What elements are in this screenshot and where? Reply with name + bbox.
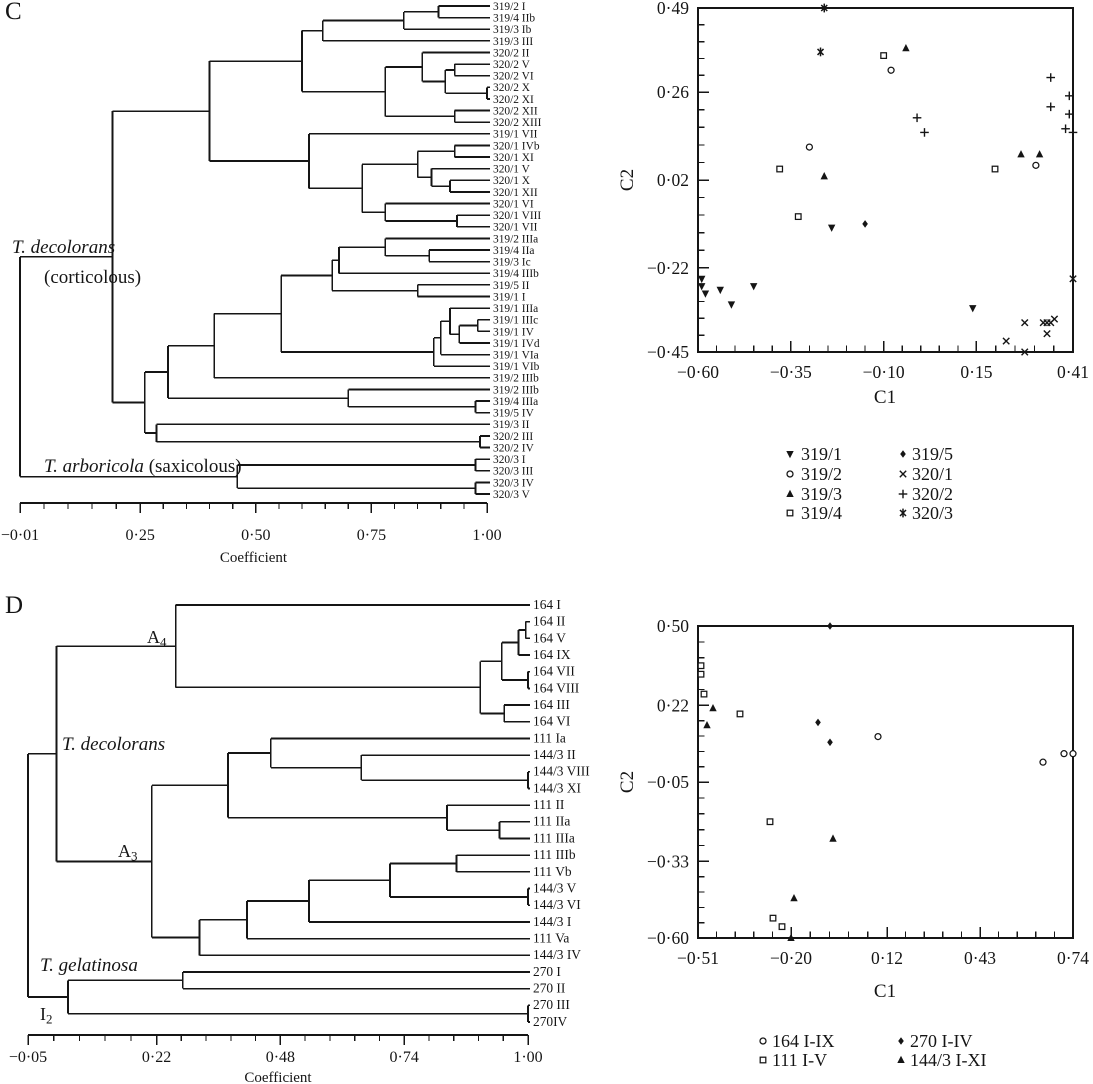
svg-text:320/2 XIII: 320/2 XIII: [493, 117, 542, 130]
svg-text:111 Va: 111 Va: [533, 930, 570, 946]
svg-text:−0·20: −0·20: [770, 948, 812, 968]
dendrogram-annotation: (corticolous): [44, 267, 142, 288]
dendrogram-annotation: T. decolorans: [12, 237, 116, 258]
svg-text:320/1 IVb: 320/1 IVb: [493, 140, 540, 153]
svg-text:320/1 VIII: 320/1 VIII: [493, 210, 542, 223]
svg-text:319/1 IIIa: 319/1 IIIa: [493, 303, 539, 316]
panel-d-label: D: [5, 592, 24, 619]
svg-text:144/3 VIII: 144/3 VIII: [533, 763, 590, 779]
svg-text:320/1 XII: 320/1 XII: [493, 186, 538, 199]
scatter-D: [617, 616, 1089, 1070]
svg-text:320/1 VII: 320/1 VII: [493, 221, 538, 234]
svg-text:320/1 X: 320/1 X: [493, 175, 531, 188]
svg-text:164 IX: 164 IX: [533, 646, 571, 662]
legend-D: [760, 1031, 986, 1070]
svg-text:270IV: 270IV: [533, 1013, 568, 1029]
svg-text:320/1 V: 320/1 V: [493, 163, 530, 176]
svg-text:−0·51: −0·51: [677, 948, 719, 968]
svg-text:164 I-IX: 164 I-IX: [772, 1031, 835, 1051]
svg-text:0·25: 0·25: [125, 527, 155, 544]
svg-text:144/3 XI: 144/3 XI: [533, 780, 581, 796]
svg-text:1·00: 1·00: [472, 527, 502, 544]
svg-text:144/3 IV: 144/3 IV: [533, 947, 581, 963]
svg-text:164 II: 164 II: [533, 613, 566, 629]
svg-text:319/1 VII: 319/1 VII: [493, 128, 538, 141]
svg-text:1·00: 1·00: [513, 1049, 543, 1066]
svg-text:0·50: 0·50: [241, 527, 271, 544]
svg-text:164 V: 164 V: [533, 630, 566, 646]
svg-text:0·43: 0·43: [963, 948, 997, 968]
svg-text:319/4 IIIa: 319/4 IIIa: [493, 395, 539, 408]
svg-text:319/1 I: 319/1 I: [493, 291, 526, 304]
svg-text:319/4: 319/4: [801, 503, 843, 523]
svg-text:Coefficient: Coefficient: [219, 550, 288, 566]
dendrogram-annotation: A3: [118, 841, 138, 864]
svg-text:319/2 IIIa: 319/2 IIIa: [493, 233, 539, 246]
svg-text:319/3 Ic: 319/3 Ic: [493, 256, 531, 269]
svg-text:270 II: 270 II: [533, 980, 566, 996]
svg-text:144/3 II: 144/3 II: [533, 747, 576, 763]
svg-text:320/2 III: 320/2 III: [493, 430, 534, 443]
dendrogram-annotation: I2: [40, 1004, 53, 1027]
svg-text:111 Vb: 111 Vb: [533, 863, 572, 879]
svg-text:320/2 II: 320/2 II: [493, 47, 530, 60]
svg-text:Coefficient: Coefficient: [244, 1070, 312, 1084]
svg-text:144/3 I-XI: 144/3 I-XI: [910, 1050, 987, 1070]
svg-text:319/1 IVd: 319/1 IVd: [493, 337, 540, 350]
svg-text:164 VIII: 164 VIII: [533, 680, 580, 696]
series-D-270 I-IV: [815, 622, 833, 746]
svg-text:0·50: 0·50: [656, 616, 689, 636]
svg-text:0·12: 0·12: [870, 948, 904, 968]
svg-text:320/3: 320/3: [912, 503, 954, 523]
svg-text:0·48: 0·48: [265, 1049, 296, 1066]
svg-text:−0·45: −0·45: [647, 342, 689, 362]
svg-text:319/2 I: 319/2 I: [493, 0, 526, 13]
dendrogram-annotation: T. gelatinosa: [40, 955, 138, 976]
svg-text:319/3 II: 319/3 II: [493, 419, 530, 432]
svg-text:0·02: 0·02: [656, 170, 689, 190]
svg-text:0·74: 0·74: [1056, 948, 1090, 968]
svg-text:270 III: 270 III: [533, 997, 570, 1013]
dendrogram-annotation: T. arboricola (saxicolous): [44, 456, 242, 477]
dendrogram-annotation: A4: [147, 627, 167, 650]
svg-text:319/3 III: 319/3 III: [493, 35, 534, 48]
svg-text:320/2 V: 320/2 V: [493, 59, 530, 71]
svg-text:320/3 IV: 320/3 IV: [493, 477, 534, 490]
svg-text:−0·05: −0·05: [647, 772, 689, 792]
svg-text:0·22: 0·22: [141, 1049, 172, 1066]
svg-text:0·15: 0·15: [960, 362, 993, 382]
svg-text:319/4 IIa: 319/4 IIa: [493, 244, 535, 257]
series-C-320/2: [913, 73, 1078, 136]
svg-text:−0·35: −0·35: [769, 362, 812, 382]
svg-text:320/3 V: 320/3 V: [493, 488, 530, 501]
svg-text:0·74: 0·74: [389, 1049, 419, 1066]
svg-text:111 II: 111 II: [533, 797, 565, 813]
svg-text:320/1: 320/1: [912, 464, 954, 484]
svg-text:320/3 III: 320/3 III: [493, 465, 534, 478]
svg-text:319/1 IIIc: 319/1 IIIc: [493, 314, 539, 327]
series-C-319/3: [821, 44, 1044, 179]
dendrogram-C: [1, 1, 542, 566]
svg-text:−0·33: −0·33: [647, 851, 689, 872]
series-C-319/5: [862, 220, 868, 228]
series-C-319/4: [777, 53, 998, 220]
svg-text:0·41: 0·41: [1056, 362, 1090, 382]
svg-text:144/3 V: 144/3 V: [533, 880, 577, 896]
svg-text:319/1: 319/1: [801, 444, 843, 464]
svg-text:319/3 Ib: 319/3 Ib: [493, 24, 532, 37]
svg-text:319/5 IV: 319/5 IV: [493, 407, 534, 420]
svg-text:144/3 VI: 144/3 VI: [533, 897, 581, 913]
svg-text:320/2: 320/2: [912, 484, 954, 504]
scatter-C: [617, 0, 1089, 523]
svg-text:0·49: 0·49: [656, 0, 689, 18]
svg-text:−0·01: −0·01: [0, 527, 40, 544]
svg-text:320/1 XI: 320/1 XI: [493, 151, 534, 164]
svg-text:164 I: 164 I: [533, 596, 561, 612]
svg-text:−0·60: −0·60: [647, 928, 689, 948]
svg-text:0·26: 0·26: [656, 82, 689, 103]
svg-text:320/2 XI: 320/2 XI: [493, 93, 534, 106]
series-C-320/1: [1003, 276, 1076, 356]
svg-text:320/2 VI: 320/2 VI: [493, 70, 534, 83]
svg-text:164 VII: 164 VII: [533, 663, 575, 679]
series-D-111 I-V: [698, 663, 785, 930]
svg-text:C2: C2: [617, 770, 638, 794]
svg-text:−0·60: −0·60: [677, 362, 719, 382]
svg-text:319/2 IIIb: 319/2 IIIb: [493, 384, 539, 397]
svg-text:319/2 IIIb: 319/2 IIIb: [493, 372, 539, 385]
svg-text:144/3 I: 144/3 I: [533, 913, 572, 929]
svg-text:319/1 VIb: 319/1 VIb: [493, 361, 540, 374]
dendrogram-annotation: T. decolorans: [62, 734, 166, 755]
svg-text:319/1 VIa: 319/1 VIa: [493, 349, 539, 362]
svg-text:320/2 X: 320/2 X: [493, 82, 531, 95]
panel-c-label: C: [5, 0, 22, 25]
svg-text:−0·10: −0·10: [862, 362, 905, 382]
svg-text:0·75: 0·75: [356, 527, 387, 544]
svg-text:−0·22: −0·22: [647, 257, 689, 278]
series-C-319/1: [698, 225, 976, 313]
svg-text:319/5 II: 319/5 II: [493, 279, 530, 292]
svg-text:164 VI: 164 VI: [533, 713, 571, 729]
svg-text:C1: C1: [873, 387, 897, 408]
svg-text:111 IIIa: 111 IIIa: [533, 830, 575, 846]
svg-text:164 III: 164 III: [533, 696, 570, 712]
svg-text:319/5: 319/5: [912, 444, 954, 464]
svg-text:111 IIIb: 111 IIIb: [533, 847, 576, 863]
series-D-164 I-IX: [875, 734, 1076, 766]
svg-text:320/2 XII: 320/2 XII: [493, 105, 538, 118]
svg-text:270 I: 270 I: [533, 963, 561, 979]
svg-text:270 I-IV: 270 I-IV: [910, 1031, 973, 1051]
svg-text:319/4 IIb: 319/4 IIb: [493, 12, 536, 25]
svg-text:319/3: 319/3: [801, 484, 843, 504]
series-C-319/2: [806, 67, 1038, 168]
series-C-320/3: [818, 4, 828, 57]
svg-text:320/1 VI: 320/1 VI: [493, 198, 534, 211]
svg-text:111 Ia: 111 Ia: [533, 730, 566, 746]
svg-text:C2: C2: [617, 168, 638, 192]
svg-text:320/3 I: 320/3 I: [493, 454, 526, 467]
svg-text:111 IIa: 111 IIa: [533, 813, 571, 829]
dendrogram-D: [9, 597, 590, 1084]
svg-text:320/2 IV: 320/2 IV: [493, 442, 534, 455]
svg-text:C1: C1: [873, 981, 897, 1002]
svg-text:111 I-V: 111 I-V: [772, 1050, 828, 1070]
svg-text:319/4 IIIb: 319/4 IIIb: [493, 268, 539, 281]
svg-text:319/2: 319/2: [801, 464, 843, 484]
svg-text:0·22: 0·22: [656, 695, 689, 716]
svg-text:−0·05: −0·05: [8, 1049, 48, 1066]
legend-C: [786, 444, 953, 523]
svg-text:319/1 IV: 319/1 IV: [493, 326, 534, 339]
